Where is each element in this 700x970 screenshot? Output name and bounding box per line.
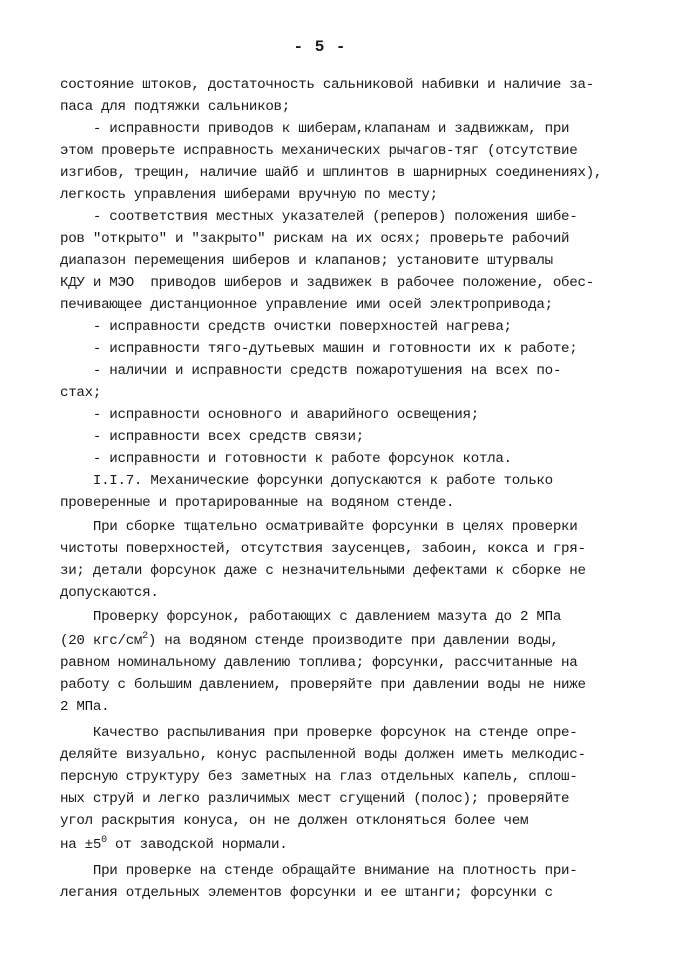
text-line: стах; — [60, 385, 102, 401]
text-line: I.I.7. Механические форсунки допускаются к работе только — [60, 473, 553, 489]
text-line: работу с большим давлением, проверяйте при давлении воды не ниже — [60, 677, 586, 693]
text-fragment: от заводской нормали. — [106, 837, 288, 853]
text-line: - соответствия местных указателей (реперов) положения шибе- — [60, 209, 578, 225]
text-line: изгибов, трещин, наличие шайб и шплинтов в шарнирных соединениях), — [60, 165, 603, 181]
text-line: ров "открыто" и "закрыто" рискам на их осях; проверьте рабочий — [60, 231, 570, 247]
text-line: допускаются. — [60, 585, 159, 601]
text-line: - исправности приводов к шиберам,клапанам и задвижкам, при — [60, 121, 570, 137]
text-line: - исправности основного и аварийного освещения; — [60, 407, 479, 423]
text-line: - исправности средств очистки поверхностей нагрева; — [60, 319, 512, 335]
text-line: 2 МПа. — [60, 699, 110, 715]
text-line: проверенные и протарированные на водяном стенде. — [60, 495, 455, 511]
text-line-with-superscript — [60, 835, 288, 853]
text-line: паса для подтяжки сальников; — [60, 99, 290, 115]
text-line: угол раскрытия конуса, он не должен отклоняться более чем — [60, 813, 529, 829]
text-fragment: ) на водяном стенде производите при давлении воды, — [147, 633, 559, 649]
text-line: Качество распыливания при проверке форсунок на стенде опре- — [60, 725, 578, 741]
text-line: При проверке на стенде обращайте внимание на плотность при- — [60, 863, 578, 879]
text-line: КДУ и МЭО приводов шиберов и задвижек в рабочее положение, обес- — [60, 275, 594, 291]
superscript: 0 — [101, 835, 107, 846]
text-line: этом проверьте исправность механических рычагов-тяг (отсутствие — [60, 143, 578, 159]
text-line: - наличии и исправности средств пожаротушения на всех по- — [60, 363, 562, 379]
text-line: - исправности и готовности к работе форсунок котла. — [60, 451, 512, 467]
text-line: легания отдельных элементов форсунки и ее штанги; форсунки с — [60, 885, 553, 901]
text-line: При сборке тщательно осматривайте форсунки в целях проверки — [60, 519, 578, 535]
text-line: - исправности тяго-дутьевых машин и готовности их к работе; — [60, 341, 578, 357]
text-line: чистоты поверхностей, отсутствия заусенцев, забоин, кокса и гря- — [60, 541, 586, 557]
text-line-with-superscript — [60, 631, 559, 649]
text-line: состояние штоков, достаточность сальниковой набивки и наличие за- — [60, 77, 594, 93]
text-line: диапазон перемещения шиберов и клапанов; установите штурвалы — [60, 253, 553, 269]
text-line: зи; детали форсунок даже с незначительными дефектами к сборке не — [60, 563, 586, 579]
page-number: - 5 - — [293, 38, 347, 56]
text-line: персную структуру без заметных на глаз отдельных капель, сплош- — [60, 769, 578, 785]
text-line: Проверку форсунок, работающих с давлением мазута до 2 МПа — [60, 609, 562, 625]
text-line: легкость управления шиберами вручную по месту; — [60, 187, 438, 203]
text-fragment: на ±5 — [60, 837, 102, 853]
text-line: ных струй и легко различимых мест сгущений (полос); проверяйте — [60, 791, 570, 807]
text-line: деляйте визуально, конус распыленной воды должен иметь мелкодис- — [60, 747, 586, 763]
text-line: печивающее дистанционное управление ими осей электропривода; — [60, 297, 553, 313]
text-fragment: (20 кгс/см — [60, 633, 143, 649]
text-line: равном номинальному давлению топлива; форсунки, рассчитанные на — [60, 655, 578, 671]
text-line: - исправности всех средств связи; — [60, 429, 364, 445]
superscript: 2 — [142, 631, 148, 642]
